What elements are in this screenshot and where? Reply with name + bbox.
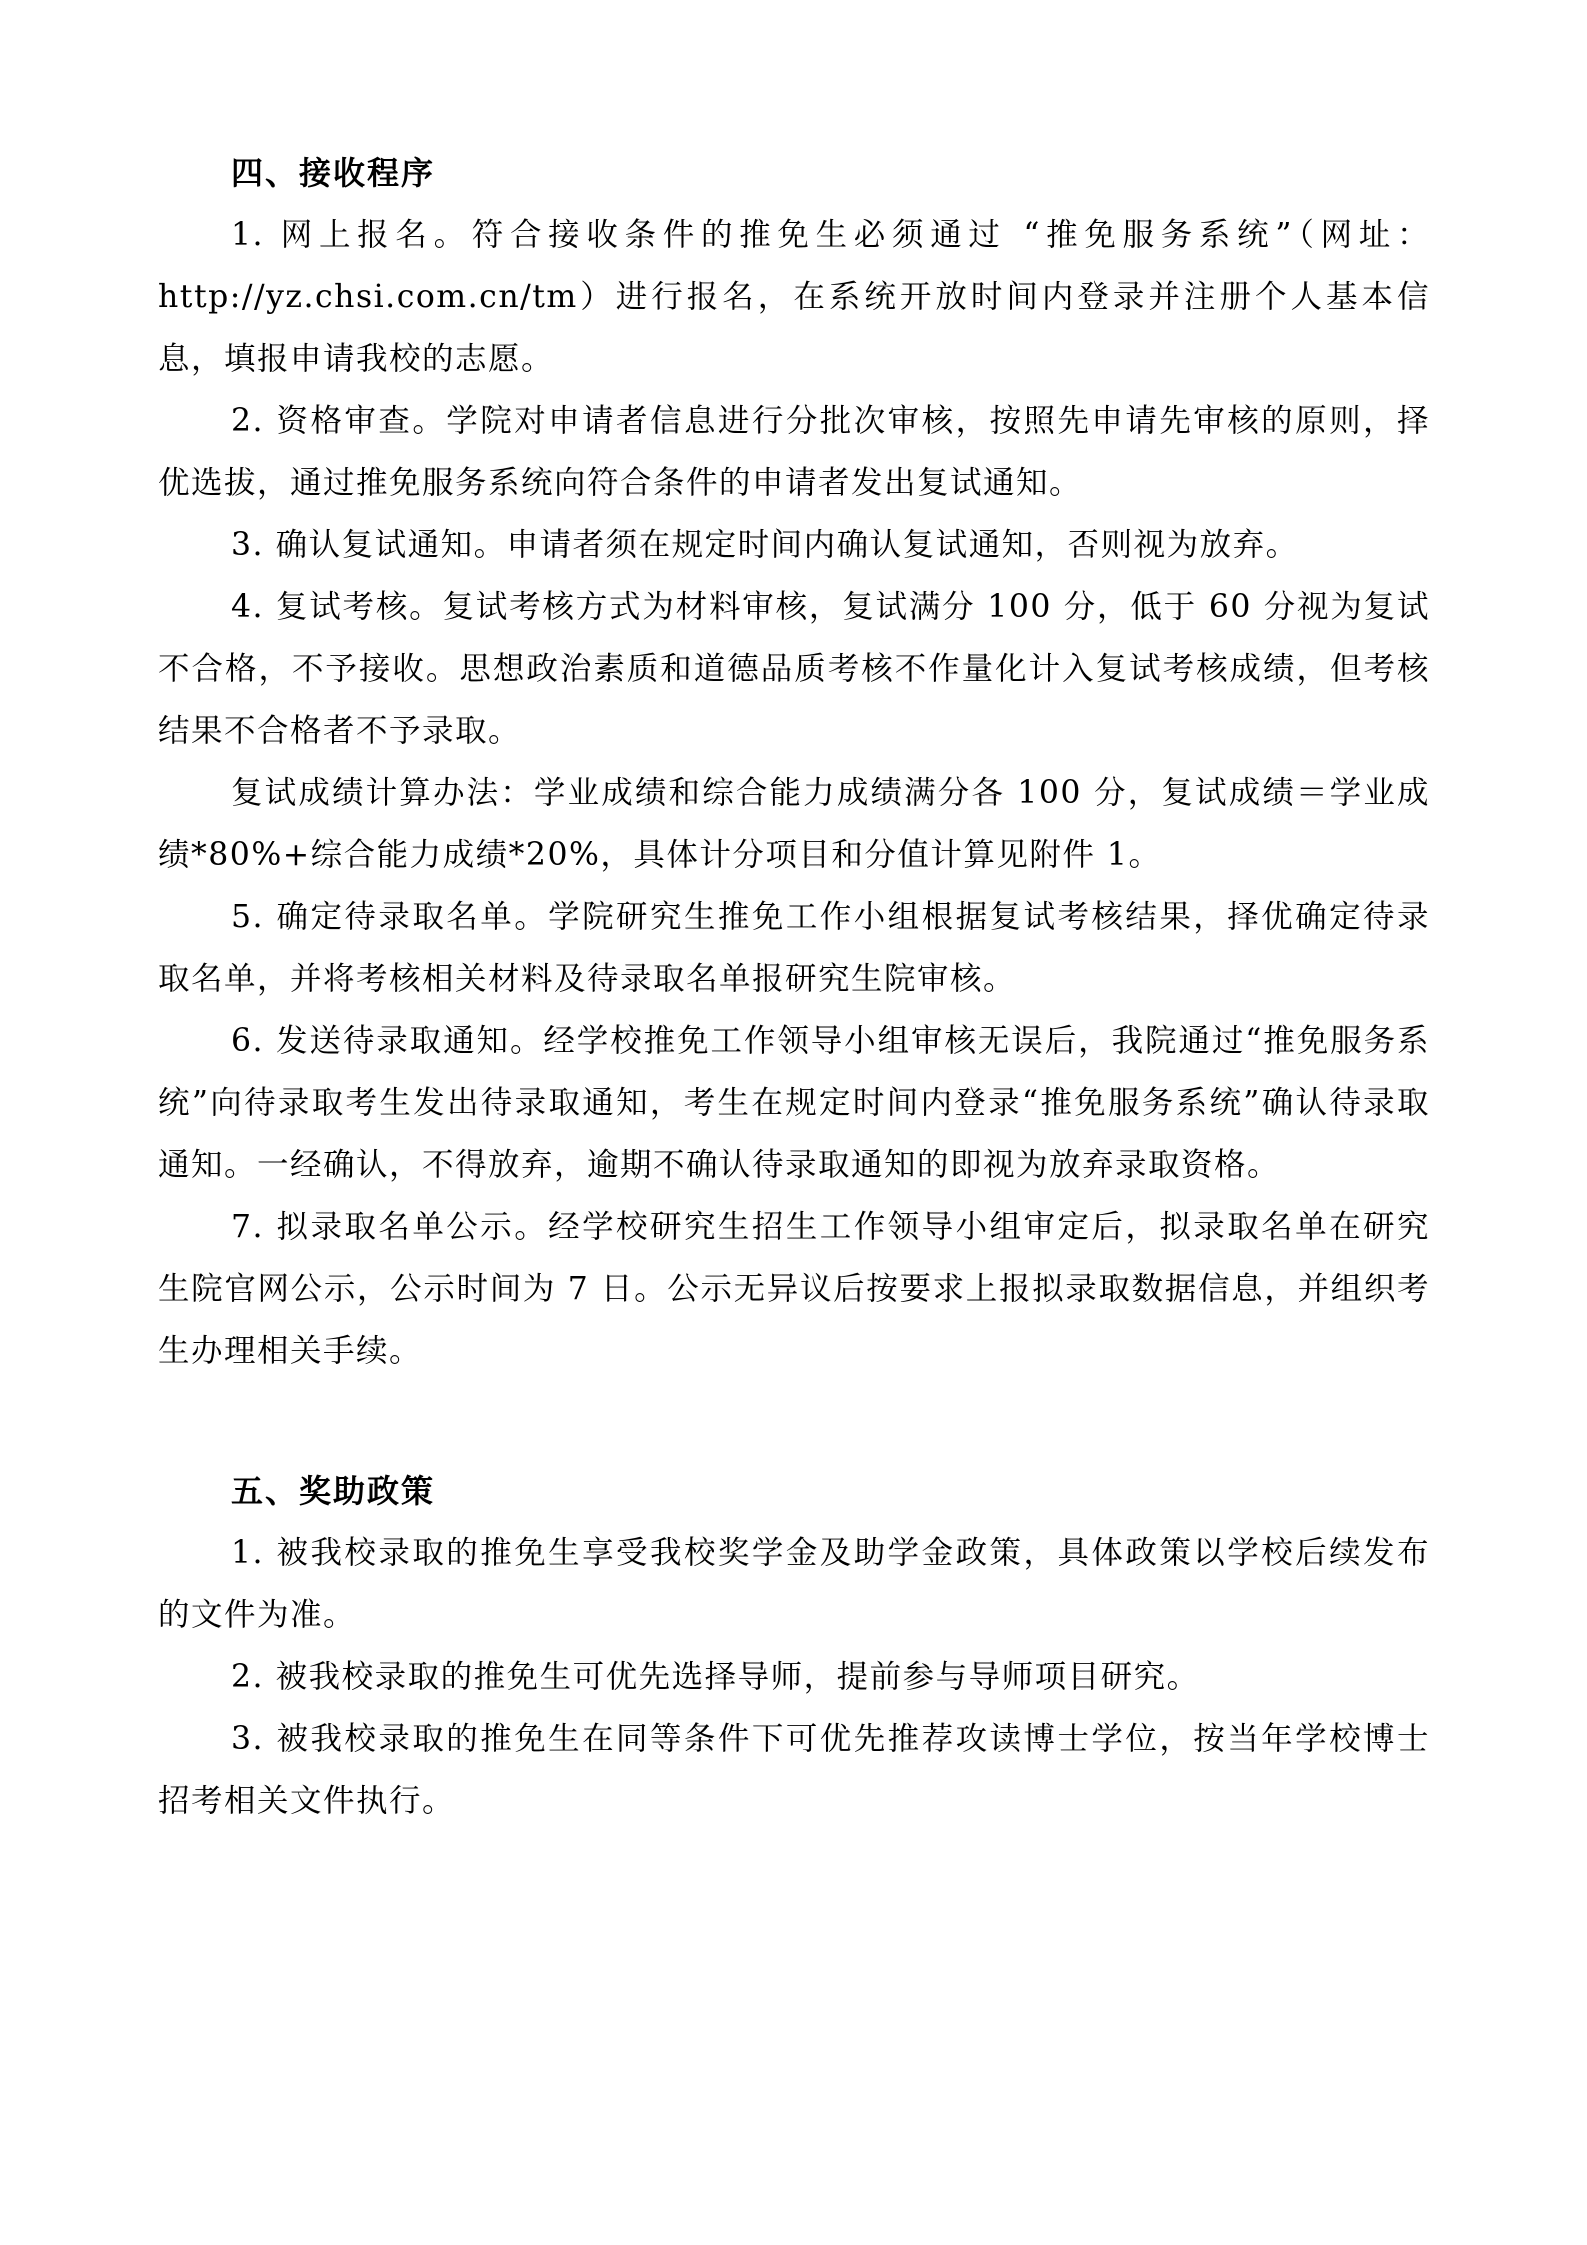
paragraph-confirm-retest: 3. 确认复试通知。申请者须在规定时间内确认复试通知，否则视为放弃。 (231, 527, 1299, 563)
paragraph-send-notice: 6. 发送待录取通知。经学校推免工作领导小组审核无误后，我院通过“推免服务系统”向待录取考生发出待录取通知，考生在规定时间内登录“推免服务系统”确认待录取通知。一经确认，不得放弃，逾期不确认待录取通知的即视为放弃录取资格。 (158, 1023, 1430, 1183)
paragraph-scholarship: 1. 被我校录取的推免生享受我校奖学金及助学金政策，具体政策以学校后续发布的文件为准。 (158, 1535, 1430, 1633)
paragraph-online-registration: 1. 网上报名。符合接收条件的推免生必须通过 “推免服务系统”（网址：http://yz.chsi.com.cn/tm）进行报名，在系统开放时间内登录并注册个人基本信息，填报申请我校的志愿。 (158, 217, 1430, 377)
paragraph-score-calculation: 复试成绩计算办法：学业成绩和综合能力成绩满分各 100 分，复试成绩＝学业成绩*80%+综合能力成绩*20%，具体计分项目和分值计算见附件 1。 (158, 775, 1430, 873)
paragraph-public-announcement: 7. 拟录取名单公示。经学校研究生招生工作领导小组审定后，拟录取名单在研究生院官网公示，公示时间为 7 日。公示无异议后按要求上报拟录取数据信息，并组织考生办理相关手续。 (158, 1209, 1430, 1369)
section-title-scholarship-policy: 五、奖助政策 (231, 1472, 436, 1510)
paragraph-doctoral-recommendation: 3. 被我校录取的推免生在同等条件下可优先推荐攻读博士学位，按当年学校博士招考相关文件执行。 (158, 1721, 1430, 1819)
paragraph-admission-list: 5. 确定待录取名单。学院研究生推免工作小组根据复试考核结果，择优确定待录取名单，并将考核相关材料及待录取名单报研究生院审核。 (158, 899, 1430, 997)
section-title-admission-procedure: 四、接收程序 (231, 154, 436, 192)
paragraph-qualification-review: 2. 资格审查。学院对申请者信息进行分批次审核，按照先申请先审核的原则，择优选拔，通过推免服务系统向符合条件的申请者发出复试通知。 (158, 403, 1430, 501)
section-spacer (158, 1382, 1430, 1460)
document-page (158, 142, 1430, 1832)
paragraph-advisor-selection: 2. 被我校录取的推免生可优先选择导师，提前参与导师项目研究。 (231, 1659, 1200, 1695)
paragraph-retest-assessment: 4. 复试考核。复试考核方式为材料审核，复试满分 100 分，低于 60 分视为复试不合格，不予接收。思想政治素质和道德品质考核不作量化计入复试考核成绩，但考核结果不合格者不予录取。 (158, 589, 1430, 749)
